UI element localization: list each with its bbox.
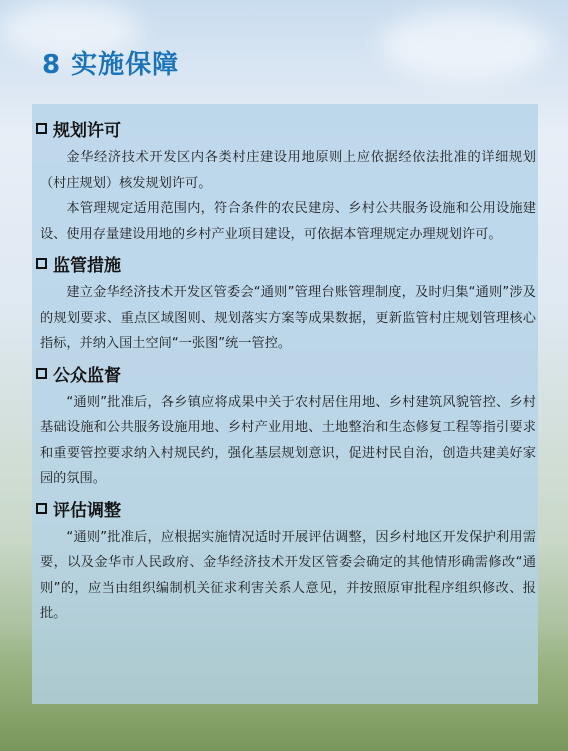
section-public-supervision: [36, 361, 536, 492]
paragraph: 建立金华经济技术开发区管委会“通则”管理台账管理制度，及时归集“通则”涉及的规划要求、重点区域图则、规划落实方案等成果数据，更新监管村庄规划管理核心指标，并纳入国土空间“一张图”统一管控。: [40, 285, 536, 351]
square-outline-icon: [36, 503, 47, 514]
square-outline-icon: [36, 123, 47, 134]
square-outline-icon: [36, 258, 47, 269]
paragraph: “通则”批准后，应根据实施情况适时开展评估调整，因乡村地区开发保护利用需要，以及金华市人民政府、金华经济技术开发区管委会确定的其他情形确需修改“通则”的，应当由组织编制机关征求利害关系人意见，并按照原审批程序组织修改、报批。: [40, 529, 536, 621]
section-heading-text: 监管措施: [53, 256, 121, 276]
section-heading: [36, 251, 536, 276]
paragraph: 金华经济技术开发区内各类村庄建设用地原则上应依据经依法批准的详细规划（村庄规划）核发规划许可。: [40, 150, 536, 191]
paragraph: “通则”批准后，各乡镇应将成果中关于农村居住用地、乡村建筑风貌管控、乡村基础设施和公共服务设施用地、乡村产业用地、土地整治和生态修复工程等指引要求和重要管控要求纳入村规民约，强化基层规划意识，促进村民自治，创造共建美好家园的氛围。: [40, 394, 536, 486]
section-heading-text: 公众监督: [53, 365, 121, 386]
background-cloud: [380, 10, 550, 80]
paragraph: 本管理规定适用范围内，符合条件的农民建房、乡村公共服务设施和公用设施建设、使用存量建设用地的乡村产业项目建设，可依据本管理规定办理规划许可。: [40, 201, 536, 242]
section-evaluation-adjustment: [36, 496, 536, 627]
section-heading: [36, 496, 536, 521]
section-heading-text: 评估调整: [53, 500, 121, 521]
section-planning-permit: [36, 116, 536, 247]
section-heading: [36, 361, 536, 386]
square-outline-icon: [36, 368, 47, 379]
section-supervision-measures: [36, 251, 536, 357]
content-body: [36, 116, 536, 631]
section-heading: [36, 116, 536, 141]
page-title: 8 实施保障: [42, 50, 180, 80]
section-heading-text: 规划许可: [53, 121, 121, 141]
